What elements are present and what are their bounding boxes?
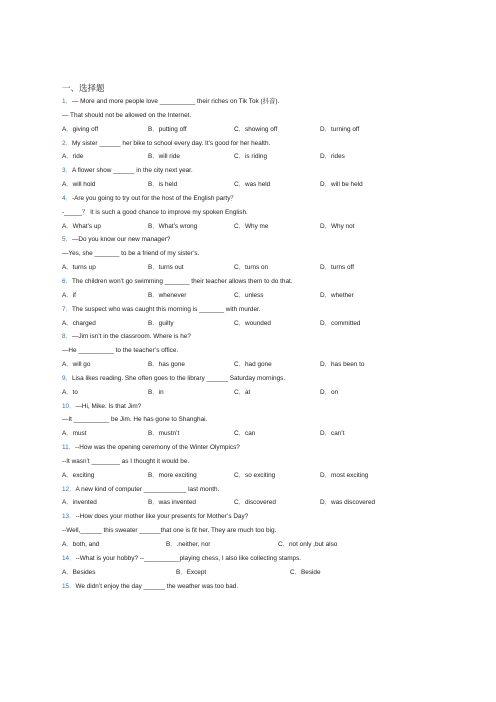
question-stem-line: [62, 305, 422, 314]
question-text: —Hi, Mike. Is that Jim?: [75, 402, 142, 410]
answer-options-row: [62, 429, 422, 438]
answer-option[interactable]: A．invented: [62, 499, 97, 507]
question-text: --How does your mother like your presents for Mother’s Day?: [75, 513, 249, 521]
question-stem-line: [62, 526, 422, 535]
question-text: -Are you going to try out for the host of the English party？: [71, 194, 237, 202]
answer-option[interactable]: B．whenever: [148, 291, 187, 299]
answer-option[interactable]: A．turns up: [62, 264, 96, 272]
answer-options-row: [62, 125, 422, 134]
question-text: —He __________ to the teacher’s office.: [62, 347, 179, 355]
answer-option[interactable]: A．ride: [62, 153, 84, 161]
answer-options-row: [62, 540, 422, 549]
answer-options-row: [62, 498, 422, 507]
question-number: 4．: [62, 194, 72, 202]
question-number: 6．: [62, 277, 72, 285]
question-stem-line: [62, 346, 422, 355]
question-text: A flower show ______ in the city next year.: [71, 167, 193, 175]
answer-option[interactable]: C．turns on: [234, 264, 269, 272]
question-stem-line: [62, 415, 422, 424]
question-number: 12．: [62, 485, 76, 493]
answer-options-row: [62, 360, 422, 369]
question-number: 3．: [62, 167, 72, 175]
answer-option[interactable]: C．Why me: [234, 222, 269, 230]
answer-option[interactable]: B．turns out: [148, 264, 184, 272]
question-stem-line: [62, 512, 422, 521]
answer-option[interactable]: C．not only ,but also: [278, 541, 338, 548]
answer-option[interactable]: B．more exciting: [148, 471, 197, 479]
answer-options-row: [62, 471, 422, 480]
answer-option[interactable]: B．in: [148, 388, 164, 396]
answer-option[interactable]: D．turns off: [320, 264, 354, 272]
answer-option[interactable]: D．was discovered: [320, 499, 376, 507]
question-stem-line: [62, 111, 422, 120]
question-list: [62, 97, 422, 591]
answer-option[interactable]: A．Besides: [62, 568, 96, 576]
question-stem-line: [62, 235, 422, 244]
answer-option[interactable]: A．must: [62, 430, 87, 438]
section-title: 一、选择题: [62, 83, 105, 93]
worksheet: [62, 82, 422, 595]
question-text: The children won’t go swimming _______ their teacher allows them to do that.: [71, 277, 293, 285]
answer-option[interactable]: D．can’t: [320, 430, 345, 438]
question-stem-line: [62, 249, 422, 258]
answer-option[interactable]: C．discovered: [234, 499, 276, 507]
question-text: — More and more people love __________ their riches on Tik Tok (抖音).: [71, 98, 280, 105]
answer-option[interactable]: D．committed: [320, 319, 361, 327]
answer-options-row: [62, 263, 422, 272]
answer-option[interactable]: B．What’s wrong: [148, 222, 198, 230]
question-stem-line: [62, 374, 422, 383]
question-text: A new kind of computer ____________ last month.: [75, 485, 220, 493]
answer-option[interactable]: C．Beside: [290, 568, 321, 576]
answer-option[interactable]: C．had gone: [234, 361, 272, 369]
question-stem-line: [62, 554, 422, 563]
answer-option[interactable]: B．guilty: [148, 319, 174, 327]
question-number: 2．: [62, 139, 72, 147]
answer-option[interactable]: B．mustn’t: [148, 430, 180, 438]
answer-option[interactable]: A．will go: [62, 361, 91, 369]
question-text: --How was the opening ceremony of the Winter Olympics?: [75, 444, 240, 452]
question-text: — That should not be allowed on the Internet.: [62, 111, 192, 119]
answer-option[interactable]: D．whether: [320, 291, 354, 299]
question-number: 14．: [62, 554, 76, 562]
answer-option[interactable]: A．giving off: [62, 125, 99, 133]
answer-options-row: [62, 388, 422, 397]
question-text: —It __________ be Jim. He has gone to Shanghai.: [62, 416, 208, 424]
answer-options-row: [62, 222, 422, 231]
question-stem-line: [62, 97, 422, 106]
question-stem-line: [62, 166, 422, 175]
question-stem-line: [62, 194, 422, 203]
question-stem-line: [62, 208, 422, 217]
answer-option[interactable]: B．has gone: [148, 361, 185, 369]
answer-option[interactable]: A．to: [62, 388, 78, 396]
answer-option[interactable]: D．on: [320, 388, 339, 396]
question-stem-line: [62, 332, 422, 341]
question-number: 9．: [62, 374, 72, 382]
question-number: 7．: [62, 305, 72, 313]
question-number: 11．: [62, 444, 76, 452]
answer-option[interactable]: B．.neither, nor: [166, 541, 211, 548]
answer-option[interactable]: C．so exciting: [234, 471, 276, 479]
question-text: —Do you know our new manager?: [71, 236, 171, 244]
answer-option[interactable]: C．showing off: [234, 125, 278, 133]
question-stem-line: [62, 277, 422, 286]
answer-options-row: [62, 180, 422, 189]
answer-option[interactable]: A．will hold: [62, 181, 96, 189]
answer-option[interactable]: C．wounded: [234, 319, 271, 327]
answer-option[interactable]: C．is riding: [234, 153, 268, 161]
answer-option[interactable]: B．will ride: [148, 153, 180, 161]
answer-options-row: [62, 152, 422, 161]
answer-option[interactable]: D．rides: [320, 153, 345, 161]
question-number: 8．: [62, 333, 72, 341]
question-stem-line: [62, 402, 422, 411]
answer-options-row: [62, 568, 422, 577]
question-text: --It wasn’t ________ as I thought it would be.: [62, 457, 190, 465]
answer-option[interactable]: A．What’s up: [62, 222, 101, 230]
question-number: 5．: [62, 236, 72, 244]
answer-option[interactable]: D．has been to: [320, 361, 365, 369]
question-number: 1．: [62, 98, 72, 105]
answer-option[interactable]: A．exciting: [62, 471, 95, 479]
answer-option[interactable]: D．most exciting: [320, 471, 369, 479]
answer-option[interactable]: B．Except: [176, 568, 207, 576]
question-number: 10．: [62, 402, 76, 410]
answer-option[interactable]: B．putting off: [148, 125, 187, 133]
question-text: The suspect who was caught this morning is _______ with murder.: [71, 305, 261, 313]
question-stem-line: [62, 457, 422, 466]
question-stem-line: [62, 485, 422, 494]
question-number: 15．: [62, 582, 76, 590]
question-stem-line: [62, 582, 422, 591]
answer-option[interactable]: C．at: [234, 388, 251, 396]
answer-option[interactable]: C．unless: [234, 291, 264, 299]
question-text: —Jim isn’t in the classroom. Where is he?: [71, 333, 191, 341]
answer-option[interactable]: A．charged: [62, 319, 96, 327]
answer-options-row: [62, 319, 422, 328]
question-number: 13．: [62, 513, 76, 521]
answer-option[interactable]: A．both, and: [62, 541, 100, 548]
question-stem-line: [62, 139, 422, 148]
answer-option[interactable]: B．was invented: [148, 499, 196, 507]
answer-option[interactable]: B．is held: [148, 181, 178, 189]
question-text: My sister ______ her bike to school every day. It’s good for her health.: [71, 139, 271, 147]
answer-option[interactable]: C．was held: [234, 181, 271, 189]
question-text: --What is your hobby? --__________playing chess, I also like collecting stamps.: [75, 554, 302, 562]
answer-option[interactable]: D．turning off: [320, 125, 360, 133]
answer-option[interactable]: C．can: [234, 430, 256, 438]
question-text: We didn’t enjoy the day ______ the weather was too bad.: [75, 582, 239, 590]
answer-option[interactable]: D．will be held: [320, 181, 363, 189]
answer-options-row: [62, 291, 422, 300]
answer-option[interactable]: D．Why not: [320, 222, 355, 230]
question-text: -_____？ It is such a good chance to improve my spoken English.: [62, 208, 248, 216]
question-stem-line: [62, 443, 422, 452]
answer-option[interactable]: A．if: [62, 291, 76, 299]
question-text: --Well,______ this sweater ______that one is fit her. They are much too big.: [62, 527, 277, 535]
question-text: —Yes, she _______ to be a friend of my sister’s.: [62, 250, 200, 258]
question-text: Lisa likes reading. She often goes to the library ______ Saturday mornings.: [71, 374, 286, 382]
